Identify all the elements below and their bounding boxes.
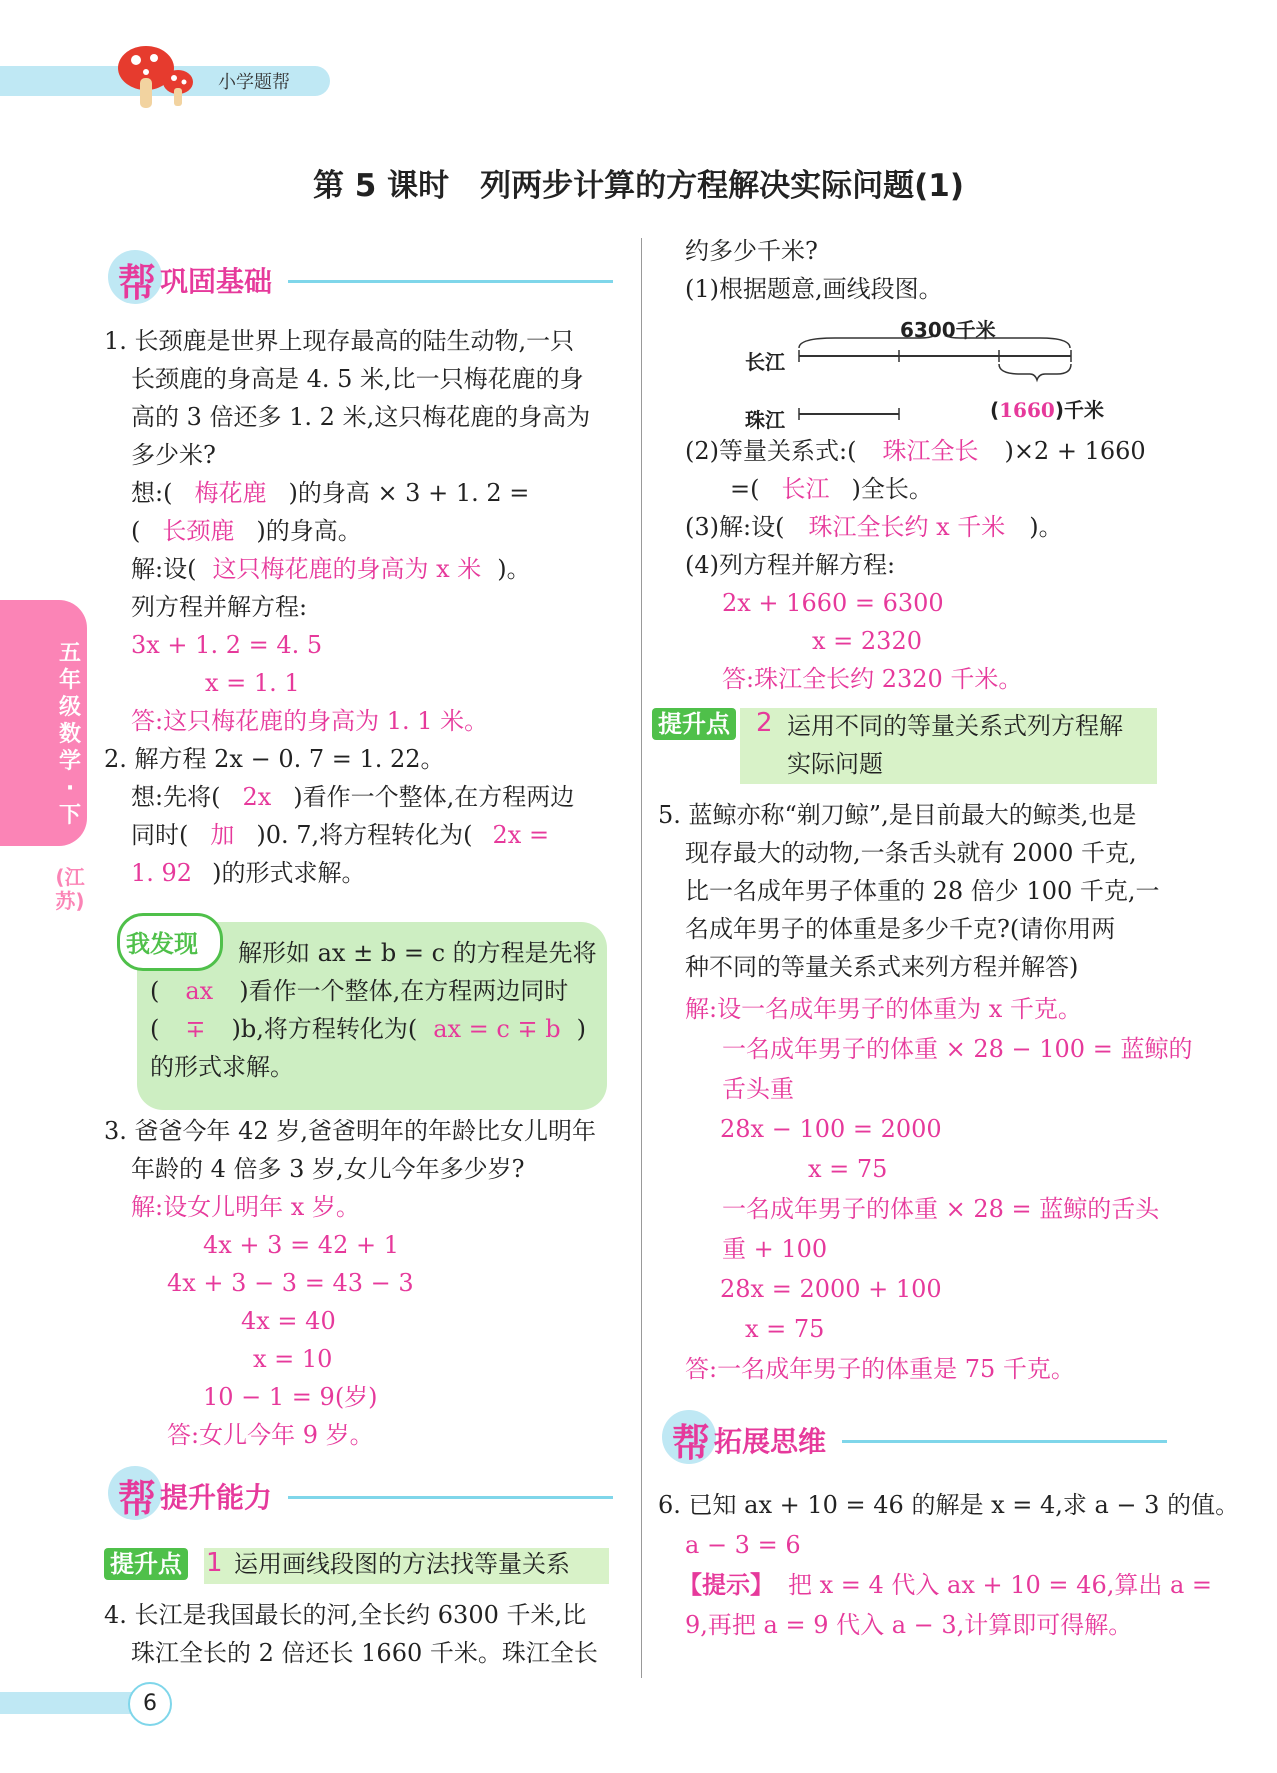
upgrade-point-2: 提升点 2 运用不同的等量关系式列方程解 实际问题	[652, 708, 1157, 784]
q5-line-3: 比一名成年男子体重的 28 倍少 100 千克,一	[685, 877, 1160, 905]
diagram-river-1: 长江	[745, 350, 785, 374]
q6-line-1: 6. 已知 ax + 10 = 46 的解是 x = 4,求 a − 3 的值。	[658, 1491, 1240, 1519]
q1-solution-1: 3x + 1. 2 = 4. 5	[131, 631, 323, 659]
q1-line-2: 长颈鹿的身高是 4. 5 米,比一只梅花鹿的身	[131, 365, 584, 393]
q5-line-4: 名成年男子的体重是多少千克?(请你用两	[685, 915, 1116, 943]
discovery-tag-label: 我发现	[126, 930, 198, 958]
q5-solution-2: 一名成年男子的体重 × 28 − 100 = 蓝鲸的	[722, 1035, 1193, 1063]
footer-band	[0, 1692, 140, 1714]
grade-label: 五年级数学·下	[58, 641, 81, 828]
q4-line-2: 珠江全长的 2 倍还长 1660 千米。珠江全长	[131, 1639, 598, 1667]
q2-think-c: 1. 92 )的形式求解。	[131, 859, 366, 887]
column-divider	[641, 238, 642, 1678]
q4-cont: 约多少千米?	[685, 237, 818, 265]
q4-solution-2: x = 2320	[812, 627, 922, 655]
q3-answer: 答:女儿今年 9 岁。	[167, 1421, 374, 1449]
q2-line-1: 2. 解方程 2x − 0. 7 = 1. 22。	[104, 745, 445, 773]
q1-solution-2: x = 1. 1	[205, 669, 300, 697]
section-header-thinking: 帮 拓展思维	[662, 1410, 1167, 1460]
diagram-total-label: 6300千米	[900, 318, 996, 342]
q4-part-1: (1)根据题意,画线段图。	[685, 275, 943, 303]
q5-solution-3: 舌头重	[722, 1075, 794, 1103]
q5-solution-1: 解:设一名成年男子的体重为 x 千克。	[685, 995, 1082, 1023]
page-title: 第 5 课时 列两步计算的方程解决实际问题(1)	[312, 168, 965, 204]
q6-solution: a − 3 = 6	[685, 1531, 801, 1559]
discovery-line-2: ( ax )看作一个整体,在方程两边同时	[150, 977, 569, 1005]
q1-think-a: 想:( 梅花鹿 )的身高 × 3 + 1. 2 =	[131, 479, 530, 507]
page-number: 6	[128, 1682, 172, 1726]
q1-line-3: 高的 3 倍还多 1. 2 米,这只梅花鹿的身高为	[131, 403, 591, 431]
diagram-extra-label: (1660)千米	[990, 398, 1104, 422]
q5-solution-7: 重 + 100	[722, 1235, 828, 1263]
section-header-basics: 帮 巩固基础	[108, 250, 613, 300]
q1-eq-prompt: 列方程并解方程:	[131, 593, 308, 621]
q5-line-1: 5. 蓝鲸亦称“剃刀鲸”,是目前最大的鲸类,也是	[658, 801, 1137, 829]
q1-think-b: ( 长颈鹿 )的身高。	[131, 517, 362, 545]
q1-line-1: 1. 长颈鹿是世界上现存最高的陆生动物,一只	[104, 327, 575, 355]
q4-part-2: (2)等量关系式:( 珠江全长 )×2 + 1660	[685, 437, 1146, 465]
q5-solution-9: x = 75	[745, 1315, 825, 1343]
q5-line-2: 现存最大的动物,一条舌头就有 2000 千克,	[685, 839, 1137, 867]
q5-line-5: 种不同的等量关系式来列方程并解答)	[685, 953, 1079, 981]
q1-answer: 答:这只梅花鹿的身高为 1. 1 米。	[131, 707, 489, 735]
q3-line-2: 年龄的 4 倍多 3 岁,女儿今年多少岁?	[131, 1155, 525, 1183]
q3-line-1: 3. 爸爸今年 42 岁,爸爸明年的年龄比女儿明年	[104, 1117, 596, 1145]
q3-solution-6: 10 − 1 = 9(岁)	[203, 1383, 378, 1411]
q6-hint-2: 9,再把 a = 9 代入 a − 3,计算即可得解。	[685, 1611, 1133, 1639]
q4-part-2b: =( 长江 )全长。	[730, 475, 933, 503]
q3-solution-1: 解:设女儿明年 x 岁。	[131, 1193, 360, 1221]
q3-solution-5: x = 10	[253, 1345, 333, 1373]
q3-solution-3: 4x + 3 − 3 = 43 − 3	[167, 1269, 414, 1297]
edition-label: (江苏)	[55, 865, 85, 913]
q1-line-4: 多少米?	[131, 441, 216, 469]
hint-tag: 【提示】	[678, 1570, 774, 1599]
q3-solution-4: 4x = 40	[241, 1307, 336, 1335]
q6-hint-1: 【提示】 把 x = 4 代入 ax + 10 = 46,算出 a =	[678, 1570, 1213, 1599]
q2-think-a: 想:先将( 2x )看作一个整体,在方程两边	[131, 783, 575, 811]
q4-part-3: (3)解:设( 珠江全长约 x 千米 )。	[685, 513, 1063, 541]
q4-answer: 答:珠江全长约 2320 千米。	[722, 665, 1023, 693]
q4-solution-1: 2x + 1660 = 6300	[722, 589, 944, 617]
discovery-line-3: ( ∓ )b,将方程转化为( ax = c ∓ b )	[150, 1015, 586, 1043]
upgrade-point-1: 提升点 1 运用画线段图的方法找等量关系	[104, 1548, 609, 1584]
discovery-line-1: 解形如 ax ± b = c 的方程是先将	[238, 939, 597, 967]
q5-solution-8: 28x = 2000 + 100	[720, 1275, 942, 1303]
q4-line-1: 4. 长江是我国最长的河,全长约 6300 千米,比	[104, 1601, 587, 1629]
q2-think-b: 同时( 加 )0. 7,将方程转化为( 2x =	[131, 821, 550, 849]
diagram-river-2: 珠江	[745, 408, 785, 432]
q5-solution-5: x = 75	[808, 1155, 888, 1183]
q5-solution-6: 一名成年男子的体重 × 28 = 蓝鲸的舌头	[722, 1195, 1160, 1223]
q1-set: 解:设( 这只梅花鹿的身高为 x 米 )。	[131, 555, 531, 583]
q5-answer: 答:一名成年男子的体重是 75 千克。	[685, 1355, 1075, 1383]
q3-solution-2: 4x + 3 = 42 + 1	[203, 1231, 399, 1259]
mushroom-icon	[108, 38, 208, 118]
q4-part-4: (4)列方程并解方程:	[685, 551, 896, 579]
section-header-ability: 帮 提升能力	[108, 1466, 613, 1516]
brand-label: 小学题帮	[218, 72, 290, 93]
q5-solution-4: 28x − 100 = 2000	[720, 1115, 942, 1143]
discovery-line-4: 的形式求解。	[150, 1053, 294, 1081]
